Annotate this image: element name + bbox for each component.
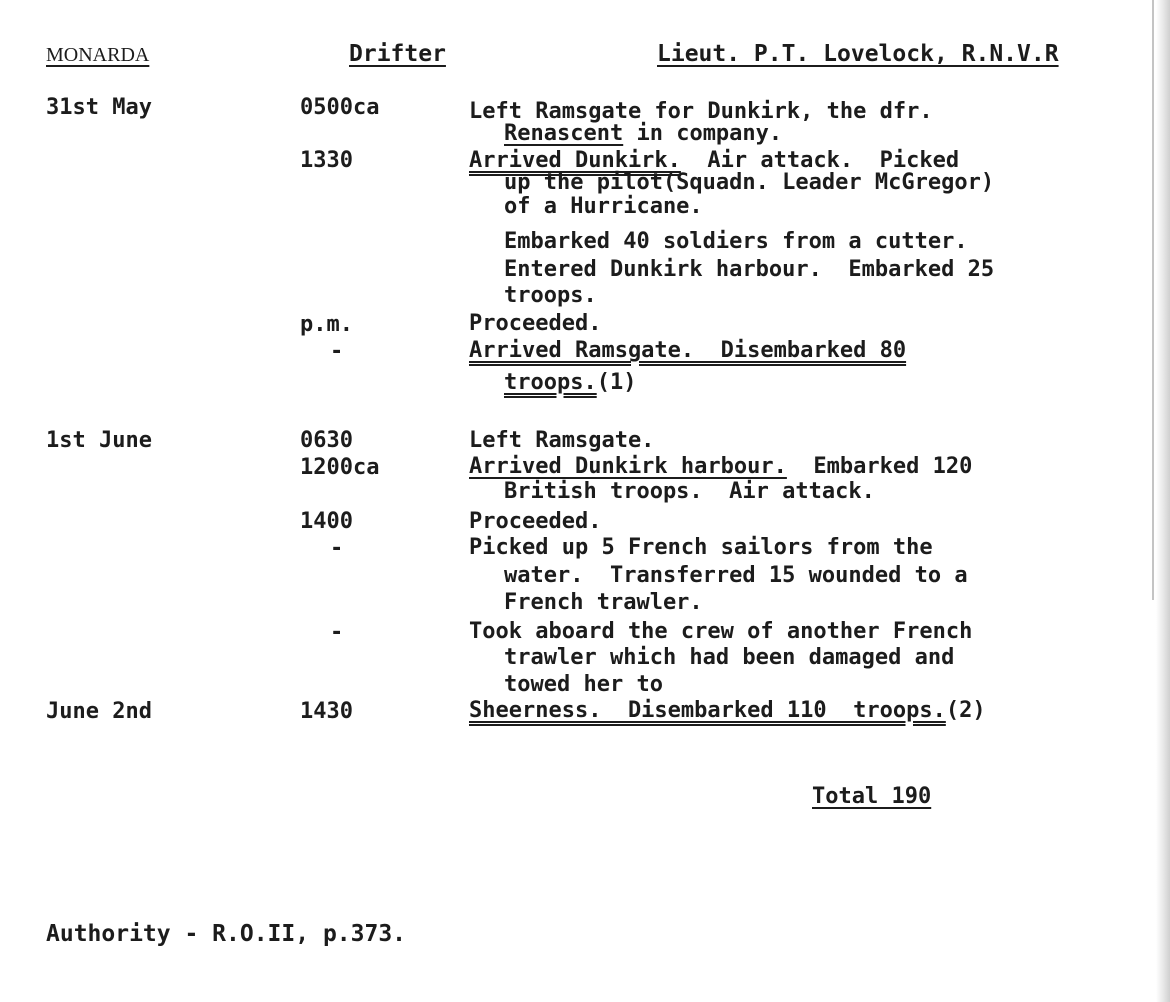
entry-text-continued: French trawler. — [504, 590, 703, 615]
entry-text-continued: British troops. Air attack. — [504, 479, 875, 504]
footnote-ref: (1) — [596, 370, 637, 395]
page-edge-line — [1152, 0, 1154, 600]
entry-text-continued: trawler which had been damaged and — [504, 645, 955, 670]
entry-time: - — [330, 536, 344, 561]
commanding-officer: Lieut. P.T. Lovelock, R.N.V.R — [657, 41, 1059, 67]
entry-text — [469, 456, 972, 478]
entry-time: - — [330, 620, 344, 645]
entry-text-continued: Entered Dunkirk harbour. Embarked 25 — [504, 257, 995, 282]
entry-date: 31st May — [46, 95, 152, 120]
entry-text — [469, 700, 986, 722]
entry-text-underlined: troops. — [504, 370, 597, 395]
entry-time: 0500ca — [300, 95, 380, 120]
entry-text-underlined: Arrived Dunkirk. — [469, 148, 681, 173]
entry-date: June 2nd — [46, 699, 152, 724]
entry-text-rest: Embarked 120 — [786, 454, 973, 479]
entry-text-underlined: Sheerness. Disembarked 110 troops. — [469, 698, 946, 723]
entry-date: 1st June — [46, 428, 152, 453]
entry-time: 1200ca — [300, 455, 380, 480]
entry-time: 1400 — [300, 509, 353, 534]
footnote-ref: (2) — [945, 698, 986, 723]
entry-time: p.m. — [300, 312, 353, 337]
entry-text: Proceeded. — [469, 311, 602, 336]
entry-text-underlined: Arrived Dunkirk harbour. — [469, 454, 787, 479]
entry-time: - — [330, 339, 344, 364]
entry-text: Picked up 5 French sailors from the — [469, 535, 933, 560]
entry-text-continued — [504, 123, 782, 145]
entry-text-continued: Embarked 40 soldiers from a cutter. — [504, 229, 968, 254]
vessel-type: Drifter — [349, 41, 446, 67]
authority-reference: Authority - R.O.II, p.373. — [46, 921, 407, 947]
entry-text-continued: troops. — [504, 283, 597, 308]
entry-text-continued: water. Transferred 15 wounded to a — [504, 563, 968, 588]
entry-text-rest: in company. — [623, 121, 783, 146]
entry-text: Took aboard the crew of another French — [469, 619, 973, 644]
entry-time: 1330 — [300, 148, 353, 173]
entry-time: 1430 — [300, 699, 353, 724]
entry-text-continued: of a Hurricane. — [504, 194, 703, 219]
entry-text-continued — [504, 372, 636, 394]
entry-text-underlined: Arrived Ramsgate. Disembarked 80 — [469, 338, 907, 363]
entry-time: 0630 — [300, 428, 353, 453]
total: Total 190 — [812, 784, 932, 809]
entry-text: Proceeded. — [469, 509, 602, 534]
page-edge-shadow — [1156, 0, 1170, 1002]
entry-text-rest: Air attack. Picked — [680, 148, 960, 173]
vessel-name: MONARDA — [46, 44, 150, 66]
entry-text-continued: towed her to — [504, 672, 663, 697]
entry-text-continued: up the pilot(Squadn. Leader McGregor) — [504, 170, 995, 195]
entry-text: Left Ramsgate for Dunkirk, the dfr. — [469, 99, 933, 124]
ship-name: Renascent — [504, 121, 624, 146]
entry-text — [469, 150, 959, 172]
entry-text: Left Ramsgate. — [469, 428, 655, 453]
